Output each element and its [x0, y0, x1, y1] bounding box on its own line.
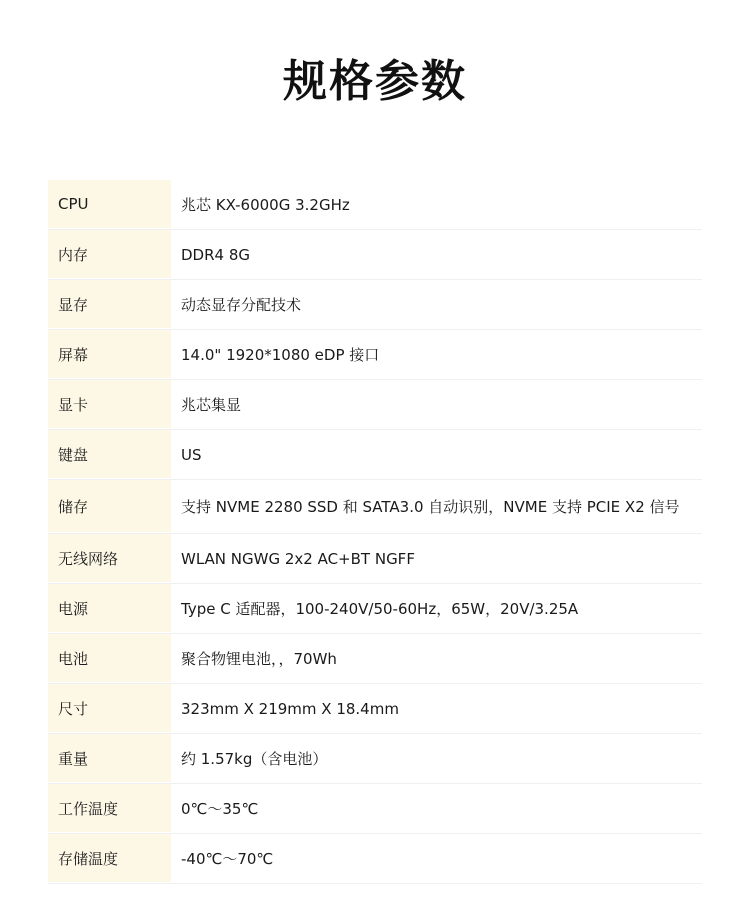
spec-row-battery	[48, 634, 702, 684]
spec-label: 屏幕	[48, 330, 171, 379]
spec-row-wireless	[48, 534, 702, 584]
spec-table	[48, 180, 702, 884]
spec-label: 电池	[48, 634, 171, 683]
spec-row-video-memory	[48, 280, 702, 330]
spec-value: US	[181, 445, 202, 464]
spec-row-storage	[48, 480, 702, 534]
spec-row-power	[48, 584, 702, 634]
spec-row-cpu	[48, 180, 702, 230]
spec-row-screen	[48, 330, 702, 380]
spec-label: 工作温度	[48, 784, 171, 833]
spec-value: 约 1.57kg（含电池）	[181, 749, 328, 768]
spec-label: 重量	[48, 734, 171, 783]
spec-label: 显存	[48, 280, 171, 329]
spec-label: 内存	[48, 230, 171, 279]
spec-label: 显卡	[48, 380, 171, 429]
spec-value: Type C 适配器，100-240V/50-60Hz，65W，20V/3.25A	[181, 599, 579, 618]
spec-value: 聚合物锂电池，，70Wh	[181, 649, 337, 668]
spec-label: CPU	[48, 180, 171, 229]
spec-value: -40℃～70℃	[181, 849, 274, 868]
spec-row-graphics	[48, 380, 702, 430]
spec-value: 0℃～35℃	[181, 799, 259, 818]
spec-label: 无线网络	[48, 534, 171, 583]
spec-value: 兆芯集显	[181, 395, 242, 414]
spec-label: 键盘	[48, 430, 171, 479]
spec-value: 323mm X 219mm X 18.4mm	[181, 699, 399, 718]
spec-value: 支持 NVME 2280 SSD 和 SATA3.0 自动识别，NVME 支持 PCIE X2 信号	[181, 497, 680, 516]
spec-row-keyboard	[48, 430, 702, 480]
spec-row-weight	[48, 734, 702, 784]
spec-label: 尺寸	[48, 684, 171, 733]
spec-row-operating-temp	[48, 784, 702, 834]
spec-value: 14.0" 1920*1080 eDP 接口	[181, 345, 380, 364]
spec-value: 动态显存分配技术	[181, 295, 302, 314]
page-title: 规格参数	[283, 56, 467, 107]
spec-label: 储存	[48, 480, 171, 533]
spec-row-storage-temp	[48, 834, 702, 884]
spec-row-memory	[48, 230, 702, 280]
spec-row-dimensions	[48, 684, 702, 734]
spec-label: 电源	[48, 584, 171, 633]
spec-value: DDR4 8G	[181, 245, 251, 264]
spec-value: 兆芯 KX-6000G 3.2GHz	[181, 195, 350, 214]
spec-value: WLAN NGWG 2x2 AC+BT NGFF	[181, 549, 415, 568]
spec-label: 存储温度	[48, 834, 171, 883]
